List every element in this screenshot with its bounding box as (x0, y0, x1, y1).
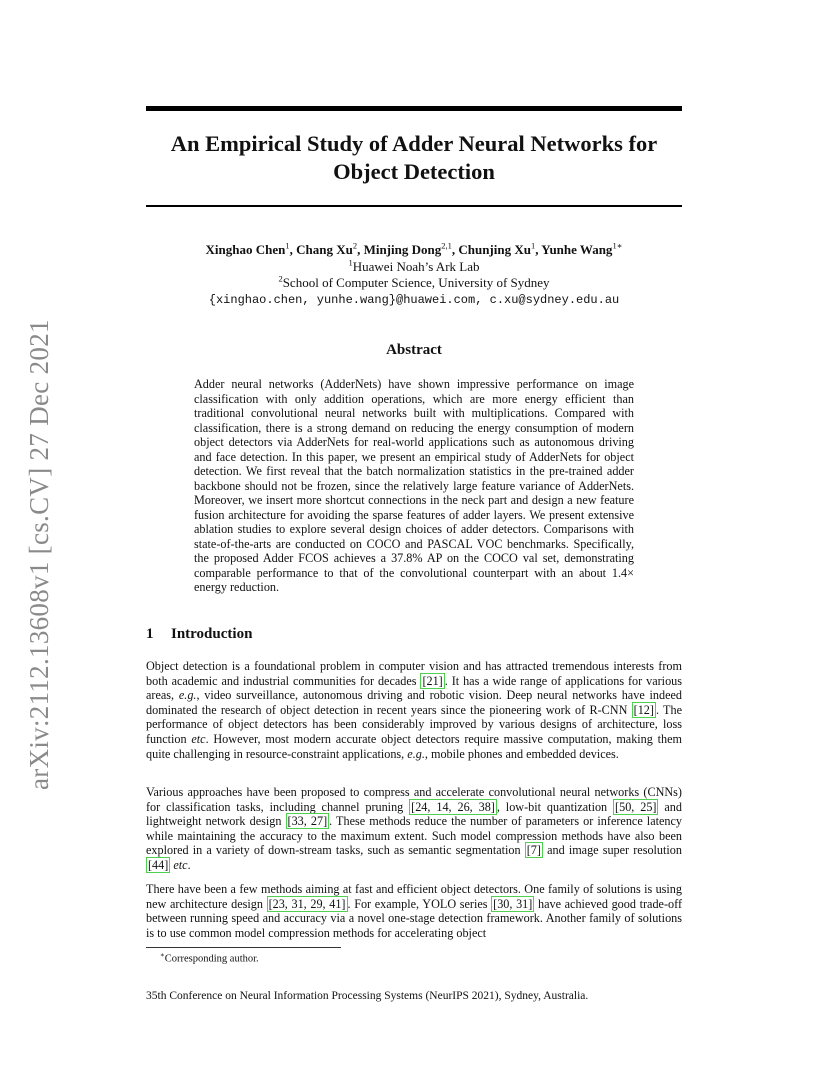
citation-link[interactable]: [7] (526, 843, 541, 858)
footnote-rule (146, 947, 341, 948)
section-title: Introduction (171, 626, 253, 642)
citation-link[interactable]: [33, 27] (287, 814, 328, 829)
footnote-mark: ∗ (160, 951, 165, 959)
affiliation-2: $^2$School of Computer Science, University of Sydney (278, 273, 550, 290)
author-names: Xinghao Chen$^1$, Chang Xu$^2$, Minjing Dong$^{2,1}$, Chunjing Xu$^1$, Yunhe Wang$^{1∗}$ (205, 240, 623, 257)
title-top-rule (146, 106, 682, 111)
title-line-1: An Empirical Study of Adder Neural Networks for (170, 131, 658, 156)
paper-title (146, 130, 682, 186)
citation-link[interactable]: [30, 31] (493, 896, 533, 911)
abstract-heading: Abstract (386, 342, 442, 358)
author-name: Chang Xu (296, 242, 353, 257)
footnote-text: Corresponding author. (164, 953, 259, 965)
arxiv-identifier: arXiv:2112.13608v1 [cs.CV] 27 Dec 2021 (24, 319, 54, 790)
author-name: Minjing Dong (363, 242, 442, 257)
citation-link[interactable]: [23, 31, 29, 41] (268, 896, 346, 911)
footnote (160, 951, 259, 965)
author-affiliation-mark: 2,1 (441, 240, 452, 251)
abstract-text: Adder neural networks (AdderNets) have shown impressive performance on image classification with only addition operations, which are more energy efficient than traditional convolutional neural networks built with multiplications. Compared with classification, there is a strong demand on reducing the energy consumption of modern object detectors via AdderNets for real-world applications such as autonomous driving and face detection. In this paper, we present an empirical study of AdderNets for object detection. We first reveal that the batch normalization statistics in the pre-trained adder backbone should not be frozen, since the relatively large feature variance of AdderNets. Moreover, we insert more shortcut connections in the neck part and design a new feature fusion architecture for avoiding the sparse features of adder layers. We present extensive ablation studies to explore several design choices of adder detectors. Comparisons with state-of-the-arts are conducted on COCO and PASCAL VOC benchmarks. Specifically, the proposed Adder FCOS achieves a 37.8% AP on the COCO val set, demonstrating comparable performance to that of the convolutional counterpart with an about 1.4× energy reduction. (194, 377, 634, 594)
intro-paragraph-1: Object detection is a foundational problem in computer vision and has attracted tremendous interests from both academic and industrial communities for decades [21] . It has a wide range of applications for various areas, e.g., video surveillance, autonomous driving and robotic vision. Deep neural networks have indeed dominated the research of object detection in recent years since the pioneering work of R-CNN [12] . The performance of object detectors has been considerably improved by various designs of architecture, loss function etc. However, most modern accurate object detectors require massive computation, making them quite challenging in resource-constraint applications, e.g., mobile phones and embedded devices. (146, 659, 682, 761)
conference-footer: 35th Conference on Neural Information Processing Systems (NeurIPS 2021), Sydney, Australia. (146, 990, 589, 1002)
section-heading (146, 626, 252, 643)
author-name: Yunhe Wang (541, 242, 613, 257)
intro-paragraph-2: Various approaches have been proposed to compress and accelerate convolutional neural networks (CNNs) for classification tasks, including channel pruning [24, 14, 26, 38] , low-bit quantization [50, 25] and lightweight network design [33, 27] . These methods reduce the number of parameters or inference latency while maintaining the accuracy to the maximum extent. Such model compression methods have also been explored in a variety of down-stream tasks, such as semantic segmentation [7] and image super resolution [44] etc. (146, 785, 682, 872)
author-affiliation-mark: 1 (285, 240, 290, 251)
citation-link[interactable]: [24, 14, 26, 38] (411, 799, 495, 814)
author-name: Chunjing Xu (458, 242, 531, 257)
author-affiliation-mark: 1∗ (612, 240, 623, 251)
author-affiliation-mark: 2 (352, 240, 358, 251)
citation-link[interactable]: [50, 25] (615, 799, 657, 814)
title-bottom-rule (146, 205, 682, 207)
section-number: 1 (146, 626, 154, 642)
citation-link[interactable]: [12] (633, 702, 654, 717)
author-emails: {xinghao.chen, yunhe.wang}@huawei.com, c.xu@sydney.edu.au (208, 292, 620, 307)
affiliation-1: $^1$Huawei Noah’s Ark Lab (348, 257, 480, 274)
intro-paragraph-3: There have been a few methods aiming at fast and efficient object detectors. One family of solutions is using new architecture design [23, 31, 29, 41] . For example, YOLO series [30, 31] have achieved good trade-off between running speed and accuracy via a novel one-stage detection framework. Another family of solutions is to use common model compression methods for accelerating object (146, 882, 682, 940)
citation-link[interactable]: [21] (422, 673, 443, 688)
author-block (146, 242, 682, 308)
citation-link[interactable]: [44] (148, 857, 169, 872)
author-affiliation-mark: 1 (530, 240, 536, 251)
title-line-2: Object Detection (333, 159, 495, 184)
author-name: Xinghao Chen (205, 242, 286, 257)
